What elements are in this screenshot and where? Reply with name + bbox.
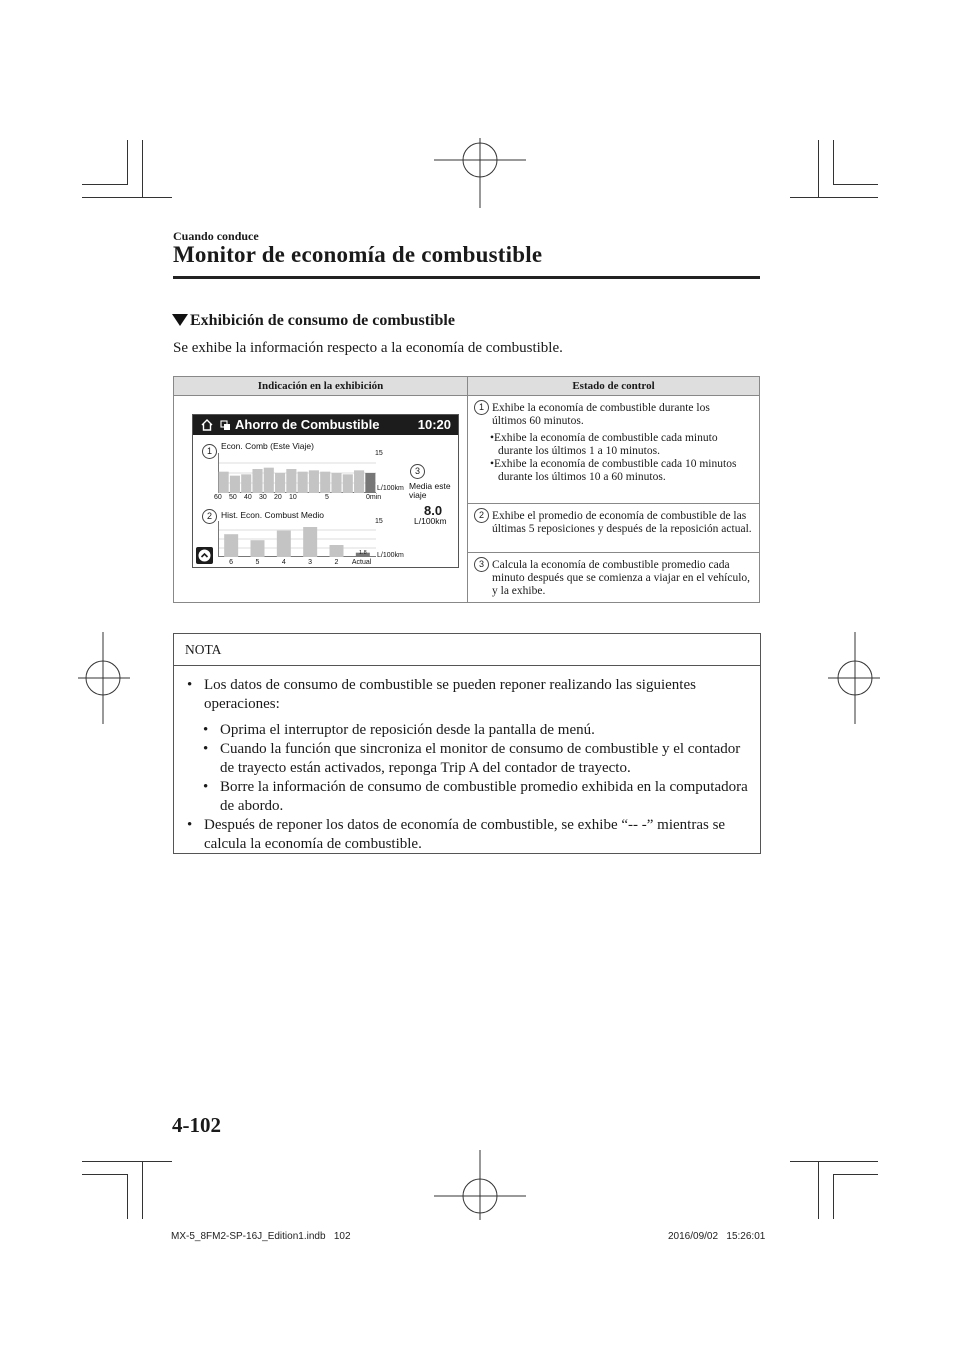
chart1-bar [230, 476, 240, 493]
chart2-bar [303, 527, 317, 557]
chart2-bar [251, 540, 265, 557]
chart1-bar [320, 472, 330, 493]
chart1-unit: L/100km [377, 485, 404, 492]
registration-mark-top [434, 138, 526, 208]
chart1-tick-label: 10 [289, 494, 297, 501]
registration-mark-right [828, 632, 880, 724]
label-media-2: viaje [409, 490, 427, 500]
label-media-1: Media este [409, 481, 451, 491]
row1-text-line1: Exhibe la economía de combustible durante los [492, 402, 710, 414]
chart1-bar [252, 469, 262, 493]
chart2-tick-label: 2 [334, 559, 339, 566]
chart-econ [218, 453, 376, 493]
chart2-tick-label: 5 [255, 559, 260, 566]
label-hist: Hist. Econ. Combust Medio [221, 510, 324, 520]
note-box [173, 633, 761, 854]
note-item-2: • Después de reponer los datos de economía de combustible, se exhibe “-- -” mientras se calcula la economía de combustible. [187, 817, 726, 852]
row3-text: Calcula la economía de combustible promedio cada minuto después que se comienza a viajar en el vehículo, y la exhibe. [492, 559, 751, 597]
row1-bullet-1: •Exhibe la economía de combustible cada minuto durante los últimos 1 a 10 minutos. [490, 432, 718, 457]
chart1-bar [241, 474, 251, 493]
chart1-bar [219, 472, 229, 493]
note-title: NOTA [174, 634, 760, 666]
chart1-tick-label: 30 [259, 494, 267, 501]
footer-file: MX-5_8FM2-SP-16J_Edition1.indb 102 [171, 1231, 351, 1242]
chart1-bar [264, 468, 274, 493]
screen-header [193, 415, 458, 435]
chart2-tick-label: Actual [351, 559, 372, 566]
chart2-bar [224, 534, 238, 557]
triangle-down-icon [172, 314, 188, 326]
display-cell [174, 396, 468, 603]
row1-text-line2: últimos 60 minutos. [492, 415, 584, 427]
copy-icon [220, 420, 231, 431]
chart2-tick-label: 4 [281, 559, 286, 566]
note-subitem-3: • Borre la información de consumo de combustible promedio exhibida en la computadora de abordo. [203, 779, 748, 814]
status-cell-3 [468, 553, 760, 603]
label-econ: Econ. Comb (Este Viaje) [221, 441, 314, 451]
chart1-bar [309, 470, 319, 493]
title-rule [173, 276, 760, 279]
chart1-ymax: 15 [375, 450, 383, 457]
chart1-bar [331, 473, 341, 493]
chart2-data-label: 1.8 [359, 550, 367, 556]
chart1-bar [354, 470, 364, 493]
registration-mark-bottom [434, 1150, 526, 1220]
section-heading-text: Exhibición de consumo de combustible [190, 312, 455, 329]
fuel-economy-screen [192, 414, 459, 568]
callout-2: 2 [202, 509, 217, 524]
intro-text: Se exhibe la información respecto a la economía de combustible. [173, 340, 563, 356]
chart2-tick-label: 6 [229, 559, 234, 566]
row2-text: Exhibe el promedio de economía de combustible de las últimas 5 reposiciones y después de la reposición actual. [492, 510, 752, 535]
home-icon [201, 419, 213, 431]
chart1-tick-label: 20 [274, 494, 282, 501]
info-table [173, 376, 760, 603]
registration-mark-left [78, 632, 130, 724]
callout-3-desc: 3 [474, 557, 489, 572]
chart2-ymax: 15 [375, 518, 383, 525]
chart1-bar [365, 473, 375, 493]
note-subitem-2: • Cuando la función que sincroniza el monitor de consumo de combustible y el contador de trayecto están activados, reponga Trip A del contador de trayecto. [203, 741, 741, 776]
status-cell-1 [468, 396, 760, 504]
note-subitem-1: • Oprima el interruptor de reposición desde la pantalla de menú. [203, 722, 595, 738]
scroll-button[interactable] [196, 547, 213, 564]
section-heading [172, 312, 455, 330]
page-title: Monitor de economía de combustible [173, 242, 543, 267]
callout-1-desc: 1 [474, 400, 489, 415]
callout-1: 1 [202, 444, 217, 459]
chart1-bar [343, 474, 353, 493]
chart1-bar [275, 473, 285, 493]
section-label: Cuando conduce [173, 229, 259, 243]
chart2-unit: L/100km [377, 552, 404, 559]
chart1-bar [286, 469, 296, 493]
footer-timestamp: 2016/09/02 15:26:01 [668, 1231, 766, 1242]
chevron-up-icon [196, 547, 213, 564]
chart1-bar [298, 472, 308, 493]
chart1-tick-label: 60 [214, 494, 222, 501]
chart1-tick-label: 0min [366, 494, 382, 501]
average-value: 8.0 [424, 503, 443, 518]
table-header-status: Estado de control [468, 377, 760, 396]
screen-time: 10:20 [417, 417, 451, 432]
status-cell-2 [468, 504, 760, 553]
chart2-bar [277, 531, 291, 557]
average-unit: L/100km [414, 516, 447, 526]
chart2-tick-label: 3 [308, 559, 313, 566]
chart2-bar [330, 545, 344, 557]
chart-hist [218, 521, 376, 557]
chart1-tick-label: 40 [244, 494, 252, 501]
row1-bullet-2: •Exhibe la economía de combustible cada 10 minutos durante los últimos 10 a 60 minutos. [490, 458, 737, 483]
callout-2-desc: 2 [474, 508, 489, 523]
table-header-display: Indicación en la exhibición [174, 377, 468, 396]
callout-3: 3 [410, 464, 425, 479]
note-item-1: • Los datos de consumo de combustible se pueden reponer realizando las siguientes operaciones: [187, 677, 696, 712]
chart1-tick-label: 5 [325, 494, 329, 501]
chart1-tick-label: 50 [229, 494, 237, 501]
screen-title: Ahorro de Combustible [235, 417, 380, 432]
page-number: 4-102 [172, 1113, 221, 1137]
